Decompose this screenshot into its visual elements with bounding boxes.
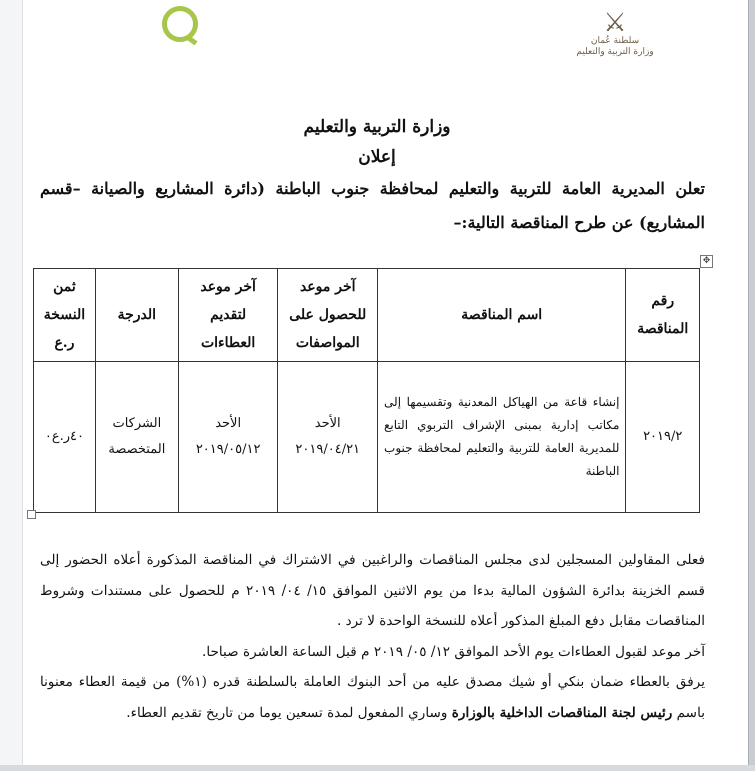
spec-day: الأحد: [314, 416, 341, 431]
table-resize-handle[interactable]: [27, 510, 36, 519]
cell-number: ٢٠١٩/٢: [626, 362, 700, 513]
cell-name: إنشاء قاعة من الهياكل المعدنية وتقسيمها إلى مكاتب إدارية بمبنى الإشراف التربوي التابع للمديرية العامة للتربية والتعليم لمحافظة جنوب الباطنة: [378, 362, 626, 513]
para3-part-b: وساري المفعول لمدة تسعين يوما من تاريخ تقديم العطاء.: [126, 704, 452, 721]
quality-logo: [140, 6, 220, 58]
para3-part-a: يرفق بالعطاء ضمان بنكي أو شيك مصدق عليه من أحد البنوك العاملة بالسلطنة قدره (١%) من قيمة العطاء معنونا باسم: [40, 674, 705, 721]
body-paragraph-1: فعلى المقاولين المسجلين لدى مجلس المناقصات والراغبين في الاشتراك في المناقصة المذكورة أعلاه الحضور إلى قسم الخزينة بدائرة الشؤون المالية بدءا من يوم الاثنين الموافق ١٥/ ٠٤/ ٢٠١٩ م للحصول على مستندات وشروط المناقصات مقابل دفع المبلغ المذكور أعلاه للنسخة الواحدة لا ترد .: [40, 552, 706, 629]
announcement-title: إعلان: [358, 147, 396, 167]
page-bottom-edge: [0, 765, 755, 771]
cell-spec-deadline: [278, 362, 378, 513]
ministry-logo-caption-line2: وزارة التربية والتعليم: [576, 47, 654, 57]
header-number: رقم المناقصة: [626, 269, 700, 362]
table-header-row: [34, 269, 700, 362]
body-paragraph-3: [40, 667, 705, 728]
bid-day: الأحد: [215, 416, 242, 431]
intro-paragraph: تعلن المديرية العامة للتربية والتعليم لمحافظة جنوب الباطنة (دائرة المشاريع والصيانة –قسم المشاريع) عن طرح المناقصة التالية:–: [40, 179, 705, 232]
cell-bid-deadline: [178, 362, 278, 513]
header-name: اسم المناقصة: [378, 269, 626, 362]
table-move-handle-icon[interactable]: ✥: [700, 255, 713, 268]
ministry-logo-caption-line1: سلطنة عُمان: [590, 36, 640, 46]
bid-date: ٢٠١٩/٠٥/١٢: [195, 442, 261, 457]
document-scrollbar[interactable]: [748, 0, 755, 771]
body-text: [40, 545, 705, 728]
oman-emblem-icon: ⚔: [603, 8, 627, 38]
header-spec-deadline: آخر موعد للحصول على المواصفات: [278, 269, 378, 362]
cell-price: ٤٠ر.ع٠: [34, 362, 96, 513]
cell-grade: الشركات المتخصصة: [95, 362, 178, 513]
quality-q-icon: [162, 6, 198, 42]
para3-bold: رئيس لجنة المناقصات الداخلية بالوزارة: [451, 704, 673, 721]
header-grade: الدرجة: [95, 269, 178, 362]
table-row: [34, 362, 700, 513]
spec-date: ٢٠١٩/٠٤/٢١: [295, 442, 361, 457]
page-left-margin: [0, 0, 23, 771]
ministry-logo: [560, 10, 670, 58]
body-paragraph-2: آخر موعد لقبول العطاءات يوم الأحد الموافق ١٢/ ٠٥/ ٢٠١٩ م قبل الساعة العاشرة صباحا.: [202, 643, 705, 660]
header-bid-deadline: آخر موعد لتقديم العطاءات: [178, 269, 278, 362]
ministry-title: وزارة التربية والتعليم: [303, 117, 451, 137]
header-price: ثمن النسخة ر.ع: [34, 269, 96, 362]
tender-table: [33, 268, 700, 513]
